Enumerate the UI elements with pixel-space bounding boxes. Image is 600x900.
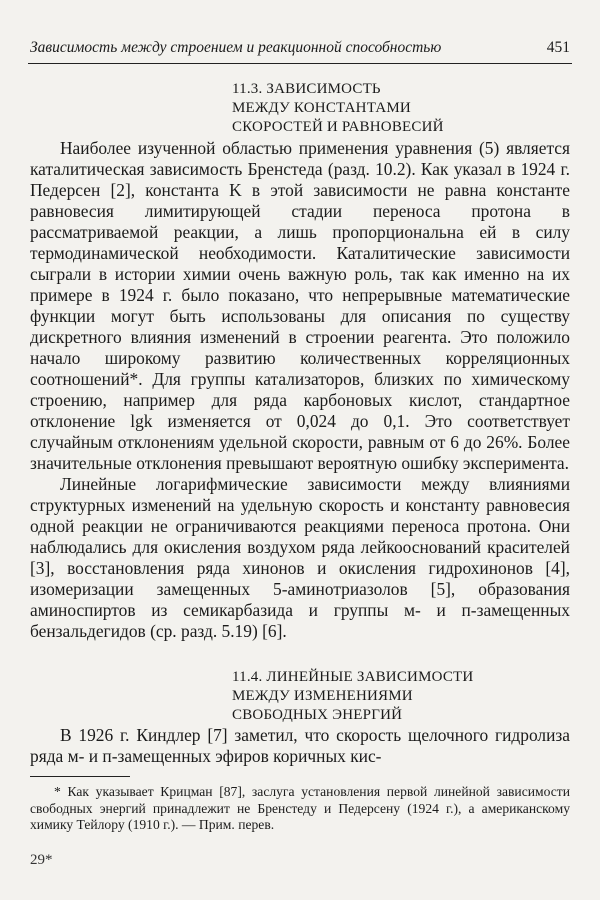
page-number: 451 (546, 39, 570, 56)
paragraph-1: Наиболее изученной областью применения уравнения (5) является каталитическая зависимость Бренстеда (разд. 10.2). Как указал в 1924 г. Педерсен [2], константа K в этой зависимости не равна константе равновесия лимитирующей стадии переноса протона в рассматриваемой реакции, а лишь пропорциональна ей в силу термодинамической необходимости. Каталитические зависимости сыграли в истории химии очень важную роль, так как именно на их примере в 1924 г. было показано, что непрерывные математические функции могут быть использованы для описания по существу дискретного влияния изменений в строении реагента. Это положило начало широкому развитию количественных корреляционных соотношений*. Для группы катализаторов, близких по химическому строению, например для ряда карбоновых кислот, стандартное отклонение lgk изменяется от 0,024 до 0,1. Это соответствует случайным отклонениям удельной скорости, равным от 6 до 26%. Более значительные отклонения превышают вероятную ошибку эксперимента. (30, 138, 570, 473)
signature-mark: 29* (30, 852, 53, 868)
heading-line: 11.4. ЛИНЕЙНЫЕ ЗАВИСИМОСТИ (232, 669, 474, 685)
heading-line: 11.3. ЗАВИСИМОСТЬ (232, 81, 381, 97)
body-text-block-2 (30, 725, 570, 767)
heading-line: СКОРОСТЕЙ И РАВНОВЕСИЙ (232, 119, 444, 135)
heading-line: МЕЖДУ ИЗМЕНЕНИЯМИ (232, 688, 413, 704)
heading-line: СВОБОДНЫХ ЭНЕРГИЙ (232, 707, 403, 723)
paragraph-2: Линейные логарифмические зависимости между влияниями структурных изменений на удельную скорость и константу равновесия одной реакции не ограничиваются реакциями переноса протона. Они наблюдались для окисления воздухом ряда лейкооснований красителей [3], восстановления ряда хинонов и окисления гидрохинонов [4], изомеризации замещенных 5-аминотриазолов [5], образования аминоспиртов из семикарбазида и группы м- и п-замещенных бензальдегидов (ср. разд. 5.19) [6]. (30, 474, 570, 641)
running-header (28, 33, 572, 64)
paragraph-3: В 1926 г. Киндлер [7] заметил, что скорость щелочного гидролиза ряда м- и п-замещенных эфиров коричных кис- (30, 725, 570, 766)
body-text-block-1 (30, 138, 570, 642)
footnote (30, 784, 570, 834)
footnote-rule (30, 776, 130, 777)
section-heading-11-3 (232, 80, 444, 137)
section-heading-11-4 (232, 668, 473, 725)
heading-line: МЕЖДУ КОНСТАНТАМИ (232, 100, 411, 116)
running-title: Зависимость между строением и реакционной способностью (30, 39, 442, 56)
footnote-text: * Как указывает Крицман [87], заслуга установления первой линейной зависимости свободных энергий принадлежит не Бренстеду и Педерсену (1924 г.), а американскому химику Тейлору (1910 г.). — Прим. перев. (30, 784, 570, 832)
